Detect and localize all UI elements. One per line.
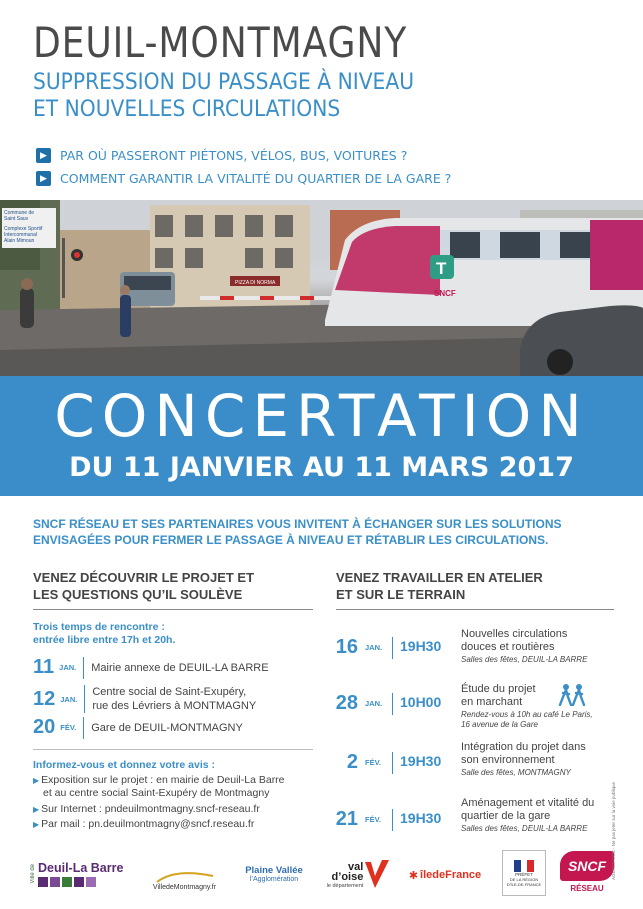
meeting-place <box>91 721 243 735</box>
bullet-icon: ▶ <box>33 820 40 829</box>
meeting-note <box>33 621 175 647</box>
info-item <box>33 774 285 787</box>
train-logo-letter: T <box>436 259 447 278</box>
session-time: 19H30 <box>400 638 442 654</box>
question-1 <box>36 148 407 163</box>
intro-text <box>33 516 562 548</box>
meeting-note-line-1: Trois temps de rencontre : <box>33 621 165 633</box>
photo-scene <box>0 200 643 376</box>
val-doise-text-1: val <box>348 860 364 873</box>
meeting-day: 12 <box>33 687 56 710</box>
email-link[interactable]: Par mail : pn.deuilmontmagny@sncf.reseau.fr <box>41 818 255 830</box>
divider <box>84 685 85 713</box>
sncf-text: SNCF <box>567 858 607 874</box>
val-doise-text-3: le département <box>326 882 364 889</box>
right-heading <box>336 569 543 603</box>
deuil-name: Deuil-La Barre <box>38 861 124 875</box>
train-brand: SNCF <box>434 289 456 298</box>
meeting-row <box>33 656 269 679</box>
banner-title: CONCERTATION <box>54 382 589 450</box>
meeting-place-line-1: Mairie annexe de DEUIL-LA BARRE <box>91 661 269 674</box>
deuil-la-barre-logo <box>30 856 130 892</box>
prefet-text-2: DE LA RÉGION <box>509 876 539 882</box>
divider <box>392 693 393 715</box>
info-item <box>33 803 260 816</box>
shop-sign: PIZZA DI NORMA <box>235 280 276 286</box>
info-item-text: Exposition sur le projet : en mairie de Deuil-La Barre <box>41 774 285 786</box>
right-heading-line-2: ET SUR LE TERRAIN <box>336 587 466 602</box>
website-link[interactable]: Sur Internet : pndeuilmontmagny.sncf-reseau.fr <box>41 803 260 815</box>
bullet-icon: ▶ <box>33 776 40 785</box>
session-place: Salles des fêtes, DEUIL-LA BARRE <box>461 824 588 833</box>
plaine-vallee-name: Plaine Vallée <box>245 865 303 876</box>
left-divider <box>33 609 313 610</box>
session-title-line-1: Intégration du projet dans <box>461 741 586 753</box>
question-1-text: PAR OÙ PASSERONT PIÉTONS, VÉLOS, BUS, VOITURES ? <box>60 148 408 163</box>
meeting-place <box>91 661 268 675</box>
meeting-place-line-1: Centre social de Saint-Exupéry, <box>92 686 247 698</box>
meeting-day: 20 <box>33 716 56 738</box>
right-divider <box>336 609 614 610</box>
session-title-line-1: Nouvelles circulations <box>461 628 568 640</box>
session-month: JAN. <box>365 643 383 652</box>
session-place: Salle des fêtes, MONTMAGNY <box>461 768 571 777</box>
montmagny-text: VilledeMontmagny.fr <box>152 883 217 891</box>
session-title-line-2: douces et routières <box>461 641 555 653</box>
session-day: 28 <box>335 692 358 714</box>
intro-line-2: ENVISAGÉES POUR FERMER LE PASSAGE À NIVEAU ET RÉTABLIR LES CIRCULATIONS. <box>33 533 549 547</box>
sign-text-2: Saint Sauv <box>4 216 29 222</box>
prefet-text-3: D’ÎLE-DE-FRANCE <box>506 881 542 887</box>
star-icon: ✱ <box>408 869 419 882</box>
reseau-text: RÉSEAU <box>570 884 604 893</box>
meeting-row <box>33 716 243 739</box>
page-subtitle <box>33 69 414 123</box>
meeting-day: 11 <box>33 656 55 678</box>
meeting-place <box>92 685 256 713</box>
session-time: 10H00 <box>400 694 442 710</box>
agency-credit: AGENCE DDB - Ne pas jeter sur la voie publique <box>611 781 616 880</box>
session-time: 19H30 <box>400 753 442 769</box>
meeting-note-line-2: entrée libre entre 17h et 20h. <box>33 634 176 646</box>
val-doise-v-icon <box>365 860 389 890</box>
meeting-place-line-1: Gare de DEUIL-MONTMAGNY <box>91 721 243 734</box>
meeting-month: FÉV. <box>60 723 77 732</box>
session-title-line-2: son environnement <box>461 754 555 766</box>
right-heading-line-1: VENEZ TRAVAILLER EN ATELIER <box>336 570 543 585</box>
sign-text-4: Intercommunal <box>4 232 38 238</box>
french-flag-icon <box>514 860 534 872</box>
info-item <box>33 818 254 831</box>
info-item-continued: et au centre social Saint-Exupéry de Montmagny <box>43 787 270 799</box>
divider <box>83 657 84 679</box>
banner-dates: DU 11 JANVIER AU 11 MARS 2017 <box>69 452 574 483</box>
info-divider <box>33 749 313 750</box>
subtitle-line-1: SUPPRESSION DU PASSAGE À NIVEAU <box>33 69 415 95</box>
meeting-month: JAN. <box>60 694 78 704</box>
session-title-line-1: Aménagement et vitalité du <box>461 797 595 809</box>
subtitle-line-2: ET NOUVELLES CIRCULATIONS <box>33 96 341 122</box>
divider <box>83 717 84 739</box>
play-arrow-icon: ▶ <box>36 171 51 186</box>
val-doise-text-2: d’oise <box>331 870 364 883</box>
session-month: JAN. <box>365 699 383 708</box>
session-place: Salles des fêtes, DEUIL-LA BARRE <box>461 655 588 664</box>
divider <box>392 809 393 831</box>
sign-text-5: Alain Mimoun <box>4 238 35 244</box>
divider <box>392 752 393 774</box>
left-heading <box>33 569 254 603</box>
divider <box>392 637 393 659</box>
montmagny-logo <box>147 866 222 894</box>
session-title-line-2: quartier de la gare <box>461 810 551 822</box>
walking-people-icon <box>558 684 588 706</box>
sign-text-1: Commune de <box>4 210 35 216</box>
meeting-row <box>33 685 256 713</box>
intro-line-1: SNCF RÉSEAU ET SES PARTENAIRES VOUS INVITENT À ÉCHANGER SUR LES SOLUTIONS <box>33 517 562 531</box>
prefet-text-1: PRÉFET <box>515 871 533 877</box>
prefet-logo <box>502 850 546 896</box>
session-place-line-2: 16 avenue de la Gare <box>461 720 538 729</box>
info-title: Informez-vous et donnez votre avis : <box>33 759 216 771</box>
plaine-vallee-sub: l’Agglomération <box>249 876 299 883</box>
sncf-reseau-logo <box>560 848 614 896</box>
session-title-line-1: Étude du projet <box>461 683 536 695</box>
session-time: 19H30 <box>400 810 442 826</box>
montmagny-swoosh-icon <box>155 870 215 884</box>
page-title: DEUIL-MONTMAGNY <box>33 18 408 67</box>
partner-logos <box>0 848 643 898</box>
plaine-vallee-logo <box>240 860 308 888</box>
concertation-banner <box>0 376 643 496</box>
level-crossing-photo <box>0 200 643 376</box>
session-month: FÉV. <box>365 815 381 824</box>
left-heading-line-2: LES QUESTIONS QU’IL SOULÈVE <box>33 587 243 602</box>
session-day: 21 <box>335 808 358 830</box>
question-2 <box>36 171 451 186</box>
session-day: 2 <box>346 751 358 773</box>
question-2-text: COMMENT GARANTIR LA VITALITÉ DU QUARTIER DE LA GARE ? <box>60 171 452 186</box>
sign-text-3: Complexe Sportif <box>4 226 43 232</box>
val-doise-logo <box>326 853 390 897</box>
session-title-line-2: en marchant <box>461 696 523 708</box>
session-place-line-1: Rendez-vous à 10h au café Le Paris, <box>461 710 593 719</box>
meeting-place-line-2: rue des Lévriers à MONTMAGNY <box>92 700 257 712</box>
session-month: FÉV. <box>365 758 381 767</box>
bullet-icon: ▶ <box>33 805 40 814</box>
meeting-month: JAN. <box>59 663 77 672</box>
left-heading-line-1: VENEZ DÉCOUVRIR LE PROJET ET <box>33 570 255 585</box>
ile-de-france-text: îledeFrance <box>420 869 482 881</box>
play-arrow-icon: ▶ <box>36 148 51 163</box>
session-day: 16 <box>335 636 358 658</box>
ile-de-france-logo <box>405 864 485 886</box>
deuil-prefix: Ville de <box>30 864 36 884</box>
